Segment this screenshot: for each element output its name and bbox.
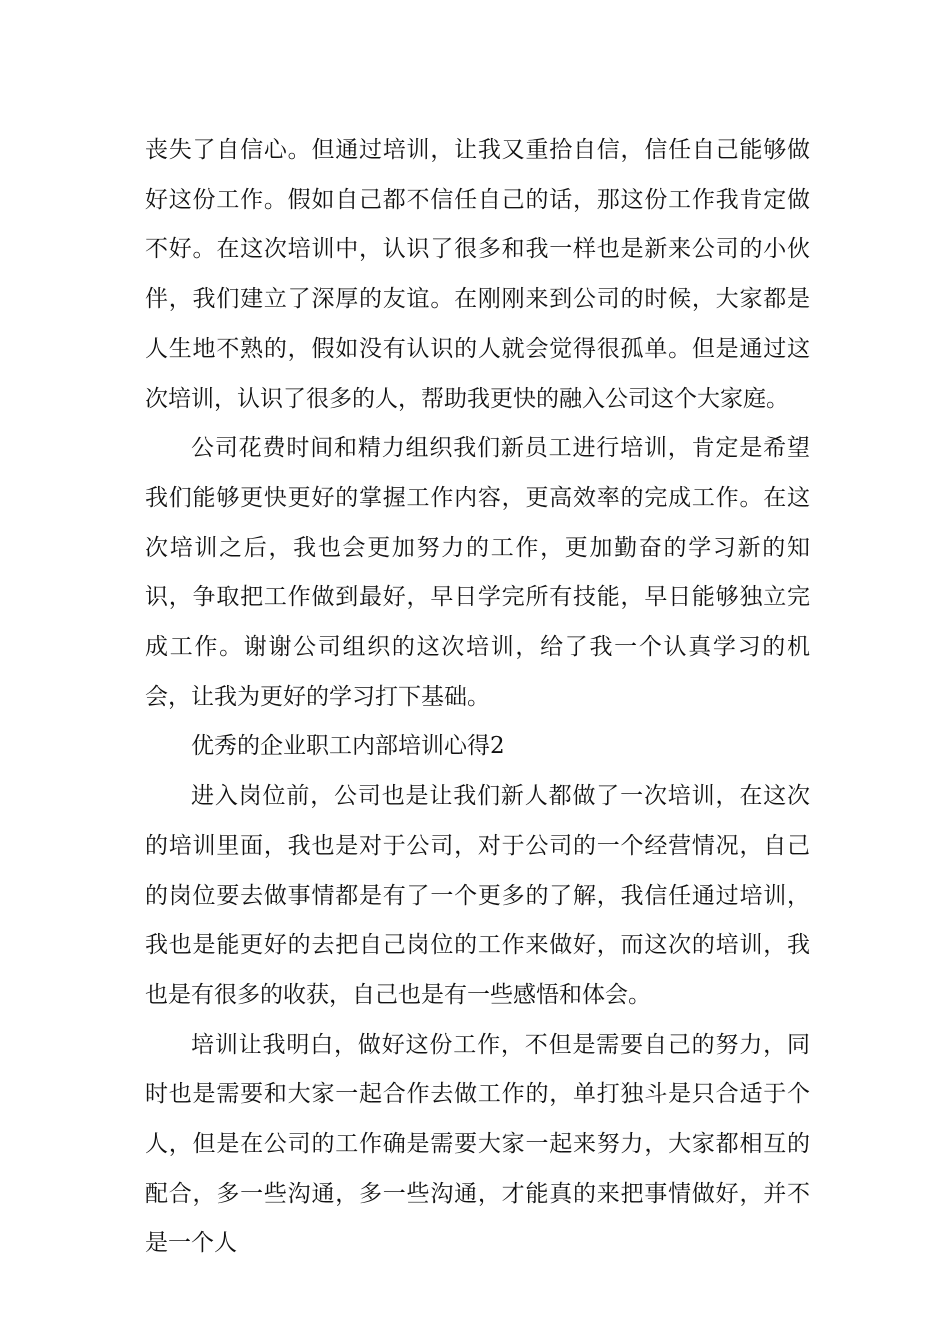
paragraph-teamwork: 培训让我明白，做好这份工作，不但是需要自己的努力，同时也是需要和大家一起合作去做工作的，单打独斗是只合适于个人，但是在公司的工作确是需要大家一起来努力，大家都相互的配合，多一些沟通，多一些沟通，才能真的来把事情做好，并不是一个人 [145, 1031, 810, 1257]
paragraph-company-training: 公司花费时间和精力组织我们新员工进行培训，肯定是希望我们能够更快更好的掌握工作内容，更高效率的完成工作。在这次培训之后，我也会更加努力的工作，更加勤奋的学习新的知识，争取把工作做到最好，早日学完所有技能，早日能够独立完成工作。谢谢公司组织的这次培训，给了我一个认真学习的机会，让我为更好的学习打下基础。 [145, 435, 810, 710]
document-body [145, 126, 810, 1269]
paragraph-continued: 丧失了自信心。但通过培训，让我又重拾自信，信任自己能够做好这份工作。假如自己都不信任自己的话，那这份工作我肯定做不好。在这次培训中，认识了很多和我一样也是新来公司的小伙伴，我们建立了深厚的友谊。在刚刚来到公司的时候，大家都是人生地不熟的，假如没有认识的人就会觉得很孤单。但是通过这次培训，认识了很多的人，帮助我更快的融入公司这个大家庭。 [145, 137, 810, 412]
paragraph-before-job: 进入岗位前，公司也是让我们新人都做了一次培训，在这次的培训里面，我也是对于公司，对于公司的一个经营情况，自己的岗位要去做事情都是有了一个更多的了解，我信任通过培训，我也是能更好的去把自己岗位的工作来做好，而这次的培训，我也是有很多的收获，自己也是有一些感悟和体会。 [145, 783, 810, 1008]
section-heading: 优秀的企业职工内部培训心得2 [191, 733, 505, 760]
